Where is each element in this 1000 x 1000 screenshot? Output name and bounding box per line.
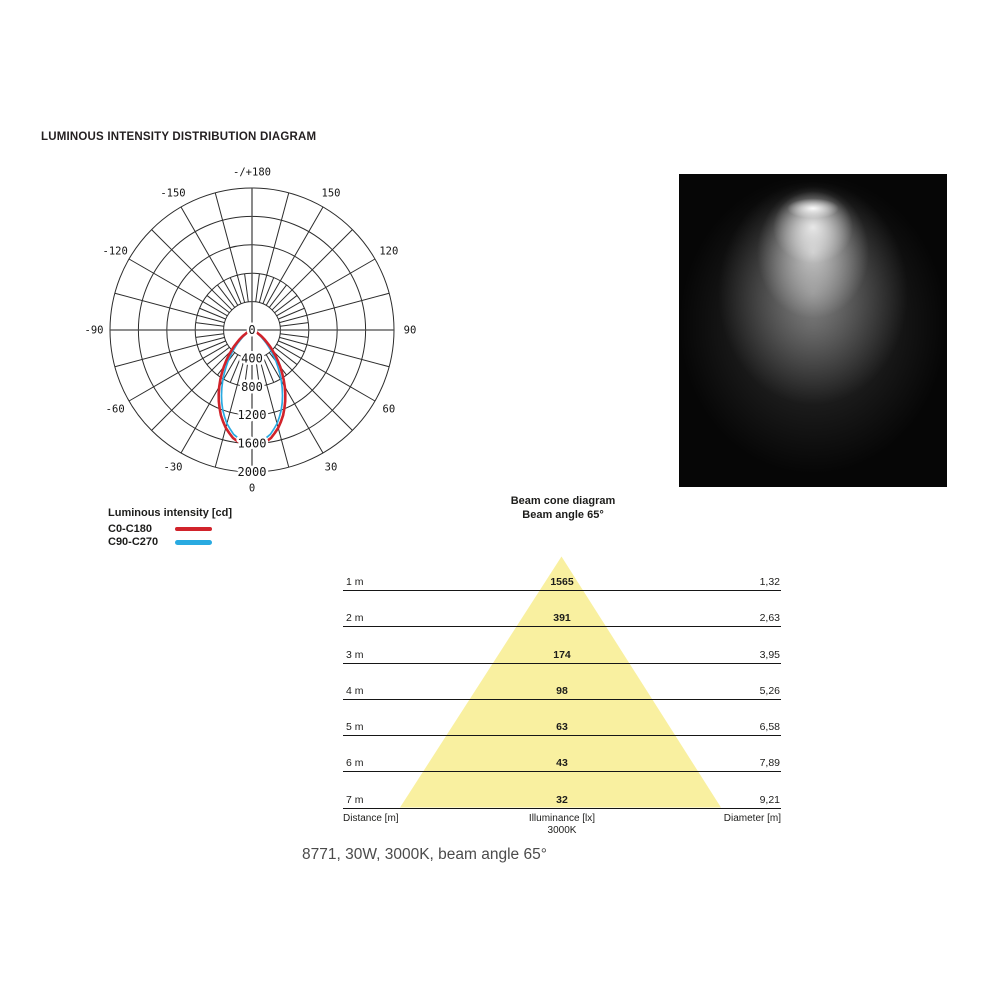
cone-diameter-value: 1,32 (759, 576, 780, 588)
cone-diameter-value: 2,63 (759, 612, 780, 625)
polar-angle-label: -150 (160, 187, 186, 200)
polar-spoke (277, 259, 375, 316)
polar-angle-label: 0 (248, 482, 256, 495)
page-title: LUMINOUS INTENSITY DISTRIBUTION DIAGRAM (41, 131, 317, 143)
polar-angle-label: -30 (163, 461, 183, 474)
polar-spoke-minor (245, 274, 249, 302)
polar-spoke (129, 344, 227, 401)
polar-ring-value-label: 0 (248, 323, 256, 337)
beam-cone-diagram (343, 552, 781, 842)
cone-illuminance-value: 63 (556, 721, 568, 733)
cone-illuminance-value: 98 (556, 684, 568, 697)
cone-diameter-value: 6,58 (759, 721, 780, 733)
cone-diameter-value: 5,26 (759, 684, 780, 697)
polar-angle-label: 60 (382, 403, 396, 416)
beam-cone-title-line2: Beam angle 65° (522, 508, 604, 521)
polar-spoke (181, 207, 238, 305)
cone-illuminance-value: 32 (556, 793, 568, 806)
polar-spoke-minor (196, 334, 224, 338)
polar-angle-label: -120 (102, 245, 128, 258)
cone-distance-value: 4 m (346, 684, 364, 697)
cone-diameter-value: 9,21 (759, 793, 780, 806)
cone-distance-value: 2 m (346, 612, 364, 625)
polar-spoke (266, 355, 323, 453)
cone-row (343, 754, 781, 772)
legend-label-c90-c270: C90-C270 (108, 536, 159, 549)
polar-angle-label: -90 (84, 324, 104, 337)
legend-title: Luminous intensity [cd] (108, 507, 233, 519)
polar-spoke (115, 293, 225, 322)
polar-legend (108, 507, 232, 549)
polar-angle-label: -60 (105, 403, 125, 416)
polar-chart-svg (69, 165, 435, 501)
polar-ring-value-label: 1200 (237, 408, 267, 423)
polar-ring-value-label: 2000 (237, 465, 267, 479)
blue-line-swatch (175, 540, 212, 545)
cone-distance-value: 1 m (346, 576, 364, 588)
cone-illuminance-value: 1565 (550, 576, 574, 588)
cone-footer-distance: Distance [m] (343, 813, 399, 824)
beam-cone-title (430, 495, 696, 522)
polar-spoke-minor (280, 334, 308, 338)
polar-spoke (129, 259, 227, 316)
cone-row (343, 718, 781, 736)
cone-row (343, 682, 781, 700)
cone-illuminance-value: 43 (556, 757, 568, 770)
cone-footer-diameter: Diameter [m] (723, 813, 781, 824)
polar-spoke (115, 337, 225, 366)
polar-angle-label: 150 (321, 187, 341, 200)
polar-spoke (215, 193, 244, 303)
polar-intensity-chart (69, 165, 435, 501)
polar-ring-value-label: 800 (241, 379, 263, 394)
cone-diameter-value: 7,89 (759, 757, 780, 770)
polar-spoke-minor (256, 274, 260, 302)
cone-distance-value: 7 m (346, 793, 364, 806)
polar-spoke (279, 337, 389, 366)
polar-angle-label: 120 (379, 245, 399, 258)
cone-row (343, 573, 781, 591)
polar-spoke (277, 344, 375, 401)
polar-spoke (272, 230, 352, 310)
polar-ring-value-label: 1600 (237, 436, 267, 451)
polar-spoke-minor (280, 323, 308, 327)
polar-spoke (152, 230, 232, 310)
cone-row (343, 646, 781, 664)
legend-label-c0-c180: C0-C180 (108, 522, 153, 535)
cone-footer-illuminance (343, 813, 781, 836)
cone-distance-value: 5 m (346, 721, 364, 733)
legend-item-c0-c180 (108, 522, 232, 536)
polar-ring-value-label: 400 (241, 351, 263, 366)
beam-photo-image (679, 174, 947, 487)
cone-diameter-value: 3,95 (759, 648, 780, 661)
cone-row (343, 791, 781, 809)
cone-distance-value: 6 m (346, 757, 364, 770)
polar-angle-label: 90 (403, 324, 417, 337)
polar-spoke (259, 193, 288, 303)
cone-distance-value: 3 m (346, 648, 364, 661)
cone-footer-cct: 3000K (547, 824, 577, 836)
cone-illuminance-value: 174 (553, 648, 571, 661)
polar-angle-label: -/+180 (233, 166, 271, 179)
polar-spoke-minor (196, 323, 224, 327)
cone-row (343, 609, 781, 627)
red-line-swatch (175, 527, 212, 532)
cone-footer-illuminance-line1: Illuminance [lx] (528, 813, 596, 824)
polar-spoke (266, 207, 323, 305)
cone-illuminance-value: 391 (553, 612, 571, 625)
beam-cone-title-line1: Beam cone diagram (510, 495, 616, 507)
product-caption: 8771, 30W, 3000K, beam angle 65° (302, 846, 547, 863)
polar-spoke (181, 355, 238, 453)
legend-item-c90-c270 (108, 536, 232, 550)
polar-angle-label: 30 (324, 461, 338, 474)
polar-spoke (279, 293, 389, 322)
